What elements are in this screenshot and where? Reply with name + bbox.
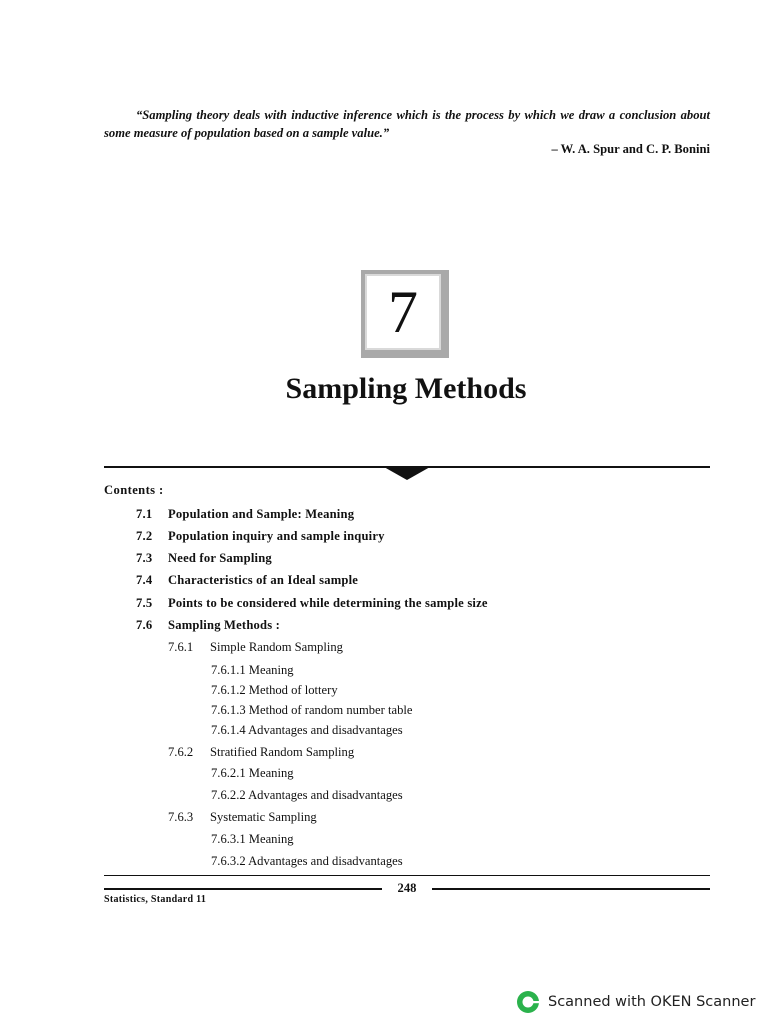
toc-subsubitem: 7.6.2.2 Advantages and disadvantages — [211, 788, 403, 802]
toc-subsubitem: 7.6.1.2 Method of lottery — [211, 683, 338, 697]
footer-line-right — [432, 888, 710, 890]
toc-subsubitem: 7.6.3.2 Advantages and disadvantages — [211, 854, 403, 868]
toc-item-number: 7.5 — [136, 596, 153, 610]
toc-subitem — [168, 745, 354, 760]
oken-scanner-logo-icon — [516, 990, 540, 1014]
toc-subsubitem: 7.6.1.1 Meaning — [211, 663, 294, 677]
toc-item-label: Stratified Random Sampling — [210, 745, 355, 759]
watermark-text: Scanned with OKEN Scanner — [548, 994, 756, 1010]
toc-item — [136, 573, 358, 588]
chapter-number: 7 — [365, 274, 441, 350]
toc-item — [136, 551, 272, 566]
scanner-watermark — [516, 990, 755, 1014]
toc-item-number: 7.3 — [136, 551, 153, 565]
toc-item-number: 7.2 — [136, 529, 153, 543]
toc-subsubitem: 7.6.1.3 Method of random number table — [211, 703, 413, 717]
footer-book-title: Statistics, Standard 11 — [104, 894, 207, 905]
toc-item-label: Systematic Sampling — [210, 810, 317, 824]
footer-line-left — [104, 888, 382, 890]
toc-item — [136, 596, 488, 611]
epigraph-quote: “Sampling theory deals with inductive inference which is the process by which we draw a conclusion about some measure of population based on a sample value.” — [104, 108, 710, 140]
toc-item-label: Characteristics of an Ideal sample — [168, 573, 359, 587]
toc-item-number: 7.6.2 — [168, 745, 194, 759]
toc-item-label: Points to be considered while determining the sample size — [168, 596, 488, 610]
toc-item-label: Population inquiry and sample inquiry — [168, 529, 385, 543]
toc-item-label: Population and Sample: Meaning — [168, 507, 355, 521]
epigraph-author: – W. A. Spur and C. P. Bonini — [551, 142, 710, 156]
toc-item-label: Need for Sampling — [168, 551, 272, 565]
chapter-number-box — [361, 270, 449, 358]
footer-divider — [104, 875, 710, 876]
toc-subsubitem: 7.6.1.4 Advantages and disadvantages — [211, 723, 403, 737]
toc-item-label: Simple Random Sampling — [210, 640, 343, 654]
contents-heading: Contents : — [104, 483, 164, 497]
toc-item-number: 7.4 — [136, 573, 153, 587]
toc-item — [136, 618, 280, 633]
divider-marker-icon — [384, 467, 430, 480]
chapter-title: Sampling Methods — [285, 372, 527, 405]
toc-item-number: 7.6.1 — [168, 640, 194, 654]
toc-subsubitem: 7.6.2.1 Meaning — [211, 766, 294, 780]
toc-item-number: 7.1 — [136, 507, 153, 521]
toc-item — [136, 507, 354, 522]
toc-item-label: Sampling Methods : — [168, 618, 281, 632]
toc-item-number: 7.6 — [136, 618, 153, 632]
page-number: 248 — [397, 881, 417, 895]
toc-subsubitem: 7.6.3.1 Meaning — [211, 832, 294, 846]
toc-subitem — [168, 810, 317, 825]
toc-item — [136, 529, 385, 544]
toc-item-number: 7.6.3 — [168, 810, 194, 824]
toc-subitem — [168, 640, 343, 655]
